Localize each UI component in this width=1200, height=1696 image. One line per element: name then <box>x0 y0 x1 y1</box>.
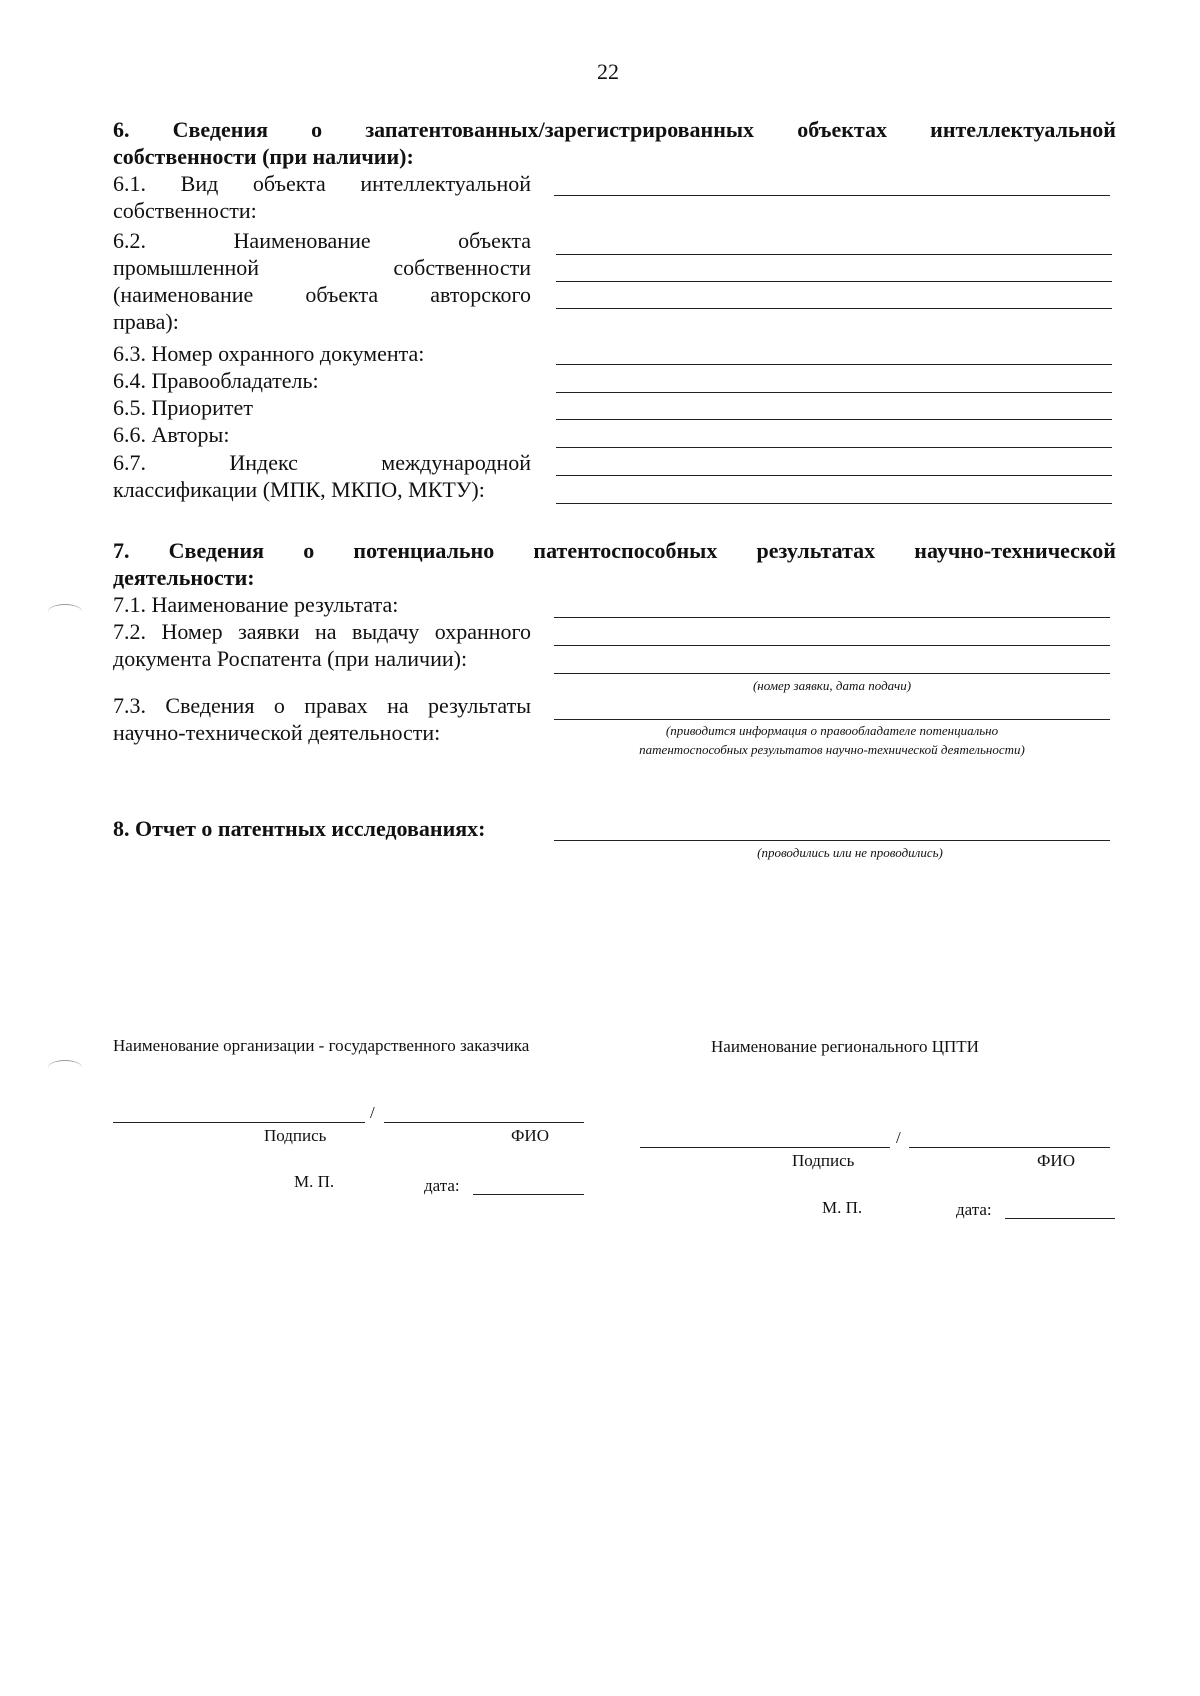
right-slash: / <box>896 1128 901 1147</box>
item-6-7-field[interactable] <box>556 475 1112 476</box>
left-fio-caption: ФИО <box>511 1126 549 1145</box>
item-6-2-field[interactable] <box>556 281 1112 282</box>
item-7-2-label-cont: документа Роспатента (при наличии): <box>113 646 468 671</box>
item-6-6-field[interactable] <box>556 447 1112 448</box>
right-sign-caption: Подпись <box>792 1151 855 1170</box>
item-7-2-field[interactable] <box>554 673 1110 674</box>
s7-heading-word: результатах <box>756 538 876 563</box>
item-7-2-label: 7.2. Номер заявки на выдачу охранного <box>113 619 531 644</box>
item-7-3-caption: (приводится информация о правообладателе потенциально <box>665 723 999 738</box>
item-6-3-label: 6.3. Номер охранного документа: <box>113 341 425 366</box>
s7-heading-line2: деятельности: <box>113 565 255 590</box>
s6-heading <box>113 116 1116 143</box>
s8-caption: (проводились или не проводились) <box>757 845 943 860</box>
s6-heading-num: 6. <box>113 117 130 142</box>
s7-heading-word: о <box>303 538 315 563</box>
item-6-5-field[interactable] <box>556 419 1112 420</box>
s6-heading-word: Сведения <box>172 117 269 142</box>
s7-heading-word: научно-технической <box>914 538 1116 563</box>
left-sign-caption: Подпись <box>264 1126 327 1145</box>
item-7-3-field[interactable] <box>554 719 1110 720</box>
item-6-5-label: 6.5. Приоритет <box>113 395 253 420</box>
s6-heading-word: объектах <box>797 117 887 142</box>
item-6-1-label-cont: собственности: <box>113 198 257 223</box>
s6-heading-line2: собственности (при наличии): <box>113 144 414 169</box>
s6-heading-word: интеллектуальной <box>930 117 1116 142</box>
right-date-field[interactable] <box>1005 1218 1115 1219</box>
item-6-7-label: 6.7. Индекс международной <box>113 450 531 475</box>
item-6-2-label-cont: права): <box>113 309 179 334</box>
item-6-2-label: 6.2. Наименование объекта <box>113 228 531 253</box>
left-stamp-label: М. П. <box>294 1172 335 1191</box>
item-7-2-field[interactable] <box>554 645 1110 646</box>
item-6-7-field[interactable] <box>556 503 1112 504</box>
item-6-3-field[interactable] <box>556 364 1112 365</box>
item-7-3-caption-cont: патентоспособных результатов научно-технической деятельности) <box>639 742 1025 757</box>
item-6-4-label: 6.4. Правообладатель: <box>113 368 319 393</box>
s6-heading-word: запатентованных/зарегистрированных <box>365 117 755 142</box>
item-7-1-label: 7.1. Наименование результата: <box>113 592 399 617</box>
item-6-2-field[interactable] <box>556 308 1112 309</box>
item-6-2-label-cont: (наименование объекта авторского <box>113 282 531 307</box>
right-fio-caption: ФИО <box>1037 1151 1075 1170</box>
s6-heading-word: о <box>311 117 323 142</box>
item-6-6-label: 6.6. Авторы: <box>113 422 230 447</box>
right-signature-field[interactable] <box>640 1147 890 1148</box>
left-fio-field[interactable] <box>384 1122 584 1123</box>
s7-heading-word: патентоспособных <box>533 538 718 563</box>
item-7-2-caption: (номер заявки, дата подачи) <box>752 678 912 693</box>
left-date-field[interactable] <box>473 1194 584 1195</box>
page-number: 22 <box>597 59 619 84</box>
s7-heading-word: Сведения <box>168 538 265 563</box>
item-6-2-label-cont: промышленной собственности <box>113 255 531 280</box>
punch-hole-mark <box>48 1060 82 1075</box>
s7-heading-word: потенциально <box>353 538 495 563</box>
left-signature-field[interactable] <box>113 1122 365 1123</box>
right-date-label: дата: <box>956 1200 992 1219</box>
right-fio-field[interactable] <box>909 1147 1110 1148</box>
punch-hole-mark <box>48 604 82 619</box>
item-6-1-field[interactable] <box>554 195 1110 196</box>
right-stamp-label: М. П. <box>822 1198 863 1217</box>
item-7-1-field[interactable] <box>554 617 1110 618</box>
s8-heading: 8. Отчет о патентных исследованиях: <box>113 816 486 841</box>
item-7-3-label: 7.3. Сведения о правах на результаты <box>113 693 531 718</box>
item-6-4-field[interactable] <box>556 392 1112 393</box>
left-org-label: Наименование организации - государственного заказчика <box>113 1036 530 1055</box>
left-slash: / <box>370 1103 375 1122</box>
item-6-7-label-cont: классификации (МПК, МКПО, МКТУ): <box>113 477 485 502</box>
item-6-2-field[interactable] <box>556 254 1112 255</box>
item-7-3-label-cont: научно-технической деятельности: <box>113 720 441 745</box>
s7-heading-num: 7. <box>113 538 130 563</box>
left-date-label: дата: <box>424 1176 460 1195</box>
right-org-label: Наименование регионального ЦПТИ <box>711 1037 979 1056</box>
s7-heading <box>113 537 1116 564</box>
s8-field[interactable] <box>554 840 1110 841</box>
item-6-1-label: 6.1. Вид объекта интеллектуальной <box>113 171 531 196</box>
